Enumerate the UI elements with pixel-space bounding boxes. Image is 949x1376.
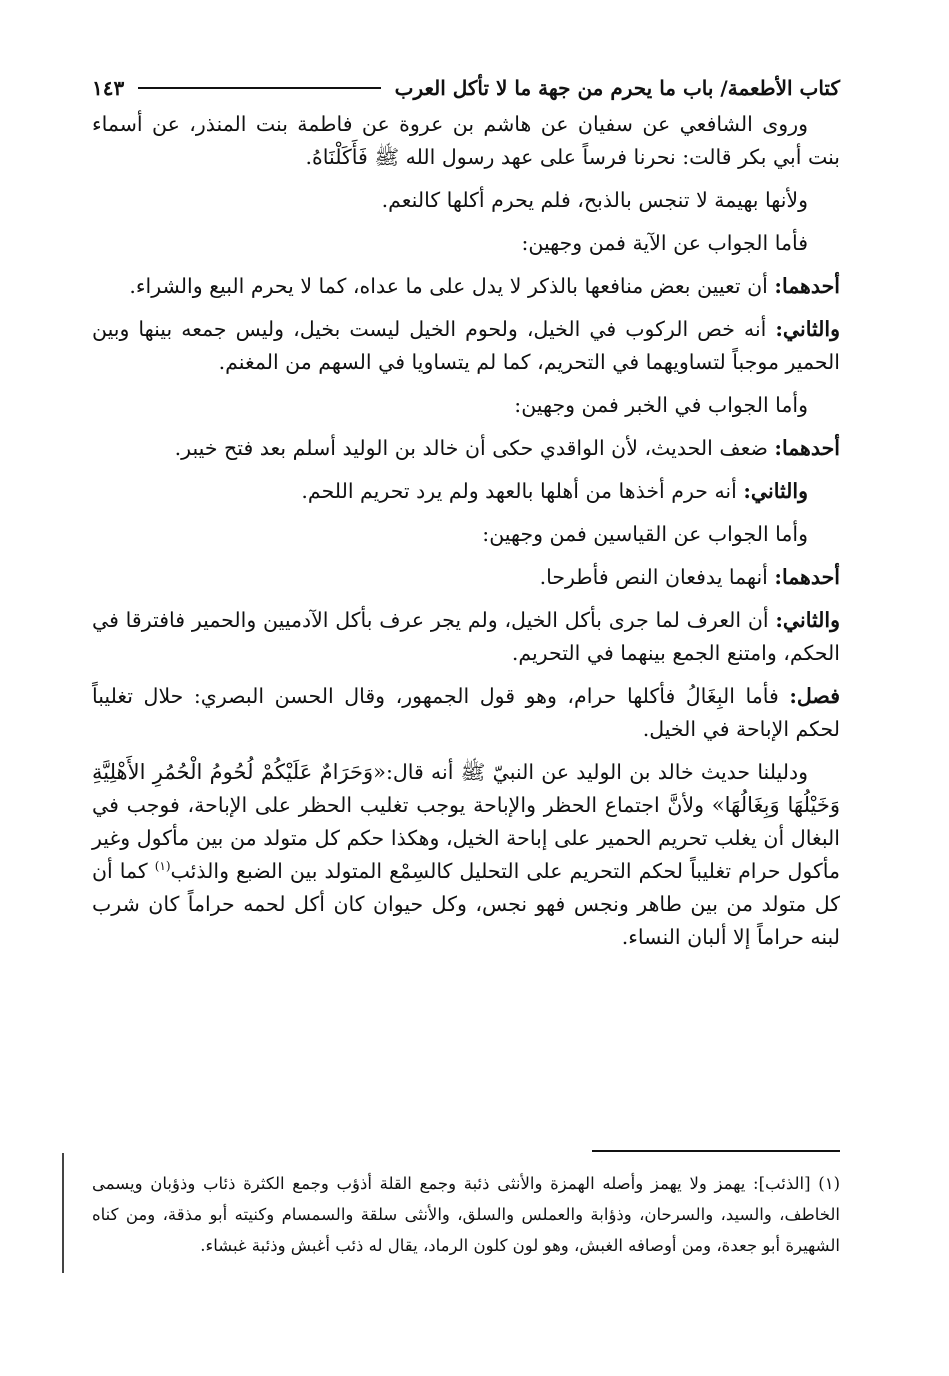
paragraph-text: ضعف الحديث، لأن الواقدي حكى أن خالد بن الوليد أسلم بعد فتح خيبر. bbox=[174, 436, 775, 460]
hadith-intro: ودليلنا حديث خالد بن الوليد عن النبيّ ﷺ أنه قال: bbox=[386, 760, 808, 784]
paragraph bbox=[92, 561, 840, 594]
header-title: كتاب الأطعمة/ باب ما يحرم من جهة ما لا تأكل العرب bbox=[394, 76, 840, 100]
page-number: ١٤٣ bbox=[92, 76, 125, 100]
paragraph bbox=[92, 518, 840, 551]
footnote-text: [الذئب]: يهمز ولا يهمز وأصله الهمزة والأنثى ذئبة وجمع القلة أذؤب وجمع الكثرة ذئاب وذؤبان ويسمى الخاطف، والسيد، والسرحان، وذؤابة والعملس والسلق، والأنثى سلقة والسمسام وكنيته أبو مذقة، ومن كناه الشهيرة أبو جعدة، ومن أوصافه الغبش، وهو لون كلون الرماد، يقال له ذئب أغبش وذئبة غبشاء. bbox=[92, 1174, 840, 1255]
paragraph bbox=[92, 108, 840, 174]
paragraph-text: فأما الجواب عن الآية فمن وجهين: bbox=[521, 231, 808, 255]
paragraph-text: فأما البِغَالُ فأكلها حرام، وهو قول الجمهور، وقال الحسن البصري: حلال تغليباً لحكم الإباحة في الخيل. bbox=[92, 684, 840, 741]
footnote-separator bbox=[592, 1150, 840, 1152]
paragraph-lead: فصل: bbox=[789, 684, 840, 708]
paragraph-text: أنه خص الركوب في الخيل، ولحوم الخيل ليست بخيل، وليس جمعه بينها وبين الحمير موجباً لتساويهما في التحريم، كما لم يتساويا في السهم من المغنم. bbox=[92, 317, 840, 374]
paragraph bbox=[92, 604, 840, 670]
margin-line bbox=[62, 1153, 64, 1273]
paragraph bbox=[92, 227, 840, 260]
header-rule bbox=[138, 87, 380, 89]
paragraph-text: أنه حرم أخذها من أهلها بالعهد ولم يرد تحريم اللحم. bbox=[301, 479, 744, 503]
paragraph bbox=[92, 184, 840, 217]
running-header bbox=[92, 68, 840, 108]
paragraph-text: وأما الجواب في الخبر فمن وجهين: bbox=[514, 393, 808, 417]
paragraph-text: أن تعيين بعض منافعها بالذكر لا يدل على ما عداه، كما لا يحرم البيع والشراء. bbox=[129, 274, 775, 298]
hadith-quote: «وَحَرَامٌ عَلَيْكُمْ لُحُومُ الْحُمُرِ الأَهْلِيَّةِ وَخَيْلُهَا وَبِغَالُهَا» bbox=[92, 760, 840, 817]
paragraph-lead: والثاني: bbox=[775, 317, 840, 341]
paragraph-lead: أحدهما: bbox=[774, 436, 840, 460]
hadith-paragraph bbox=[92, 756, 840, 954]
hadith-text: ولأنَّ اجتماع الحظر والإباحة يوجب تغليب الحظر على الإباحة، فوجب في البغال أن يغلب تحريم الحمير على إباحة الخيل، وهكذا حكم كل متولد من بين مأكول وغير مأكول حرام تغليباً لحكم التحريم على التحليل كالسِمْع المتولد بين الضبع والذئب bbox=[92, 793, 841, 883]
paragraph bbox=[92, 475, 840, 508]
footnote-ref[interactable]: (١) bbox=[154, 859, 171, 874]
paragraph bbox=[92, 680, 840, 746]
main-text bbox=[92, 108, 840, 954]
paragraph-text: أنهما يدفعان النص فأطرحا. bbox=[539, 565, 775, 589]
paragraph bbox=[92, 432, 840, 465]
paragraph-text: وروى الشافعي عن سفيان عن هاشم بن عروة عن فاطمة بنت المنذر، عن أسماء بنت أبي بكر قالت: نحرنا فرساً على عهد رسول الله ﷺ فَأَكَلْنَاهُ. bbox=[92, 112, 840, 169]
paragraph-text: وأما الجواب عن القياسين فمن وجهين: bbox=[482, 522, 808, 546]
footnote-marker: (١) bbox=[818, 1174, 840, 1193]
paragraph-text: ولأنها بهيمة لا تنجس بالذبح، فلم يحرم أكلها كالنعم. bbox=[381, 188, 808, 212]
paragraph-lead: والثاني: bbox=[743, 479, 808, 503]
paragraph-lead: أحدهما: bbox=[774, 565, 840, 589]
footnote bbox=[92, 1168, 840, 1261]
paragraph bbox=[92, 389, 840, 422]
paragraph-text: أن العرف لما جرى بأكل الخيل، ولم يجر عرف بأكل الآدميين والحمير فافترقا في الحكم، وامتنع الجمع بينهما في التحريم. bbox=[92, 608, 840, 665]
paragraph-lead: أحدهما: bbox=[774, 274, 840, 298]
book-page bbox=[92, 68, 840, 1328]
paragraph bbox=[92, 270, 840, 303]
hadith-text-end: كما أن كل متولد من بين طاهر ونجس فهو نجس، وكل حيوان كان أكل لحمه حراماً كان شرب لبنه حراماً إلا ألبان النساء. bbox=[92, 859, 840, 949]
paragraph bbox=[92, 313, 840, 379]
paragraph-lead: والثاني: bbox=[775, 608, 840, 632]
